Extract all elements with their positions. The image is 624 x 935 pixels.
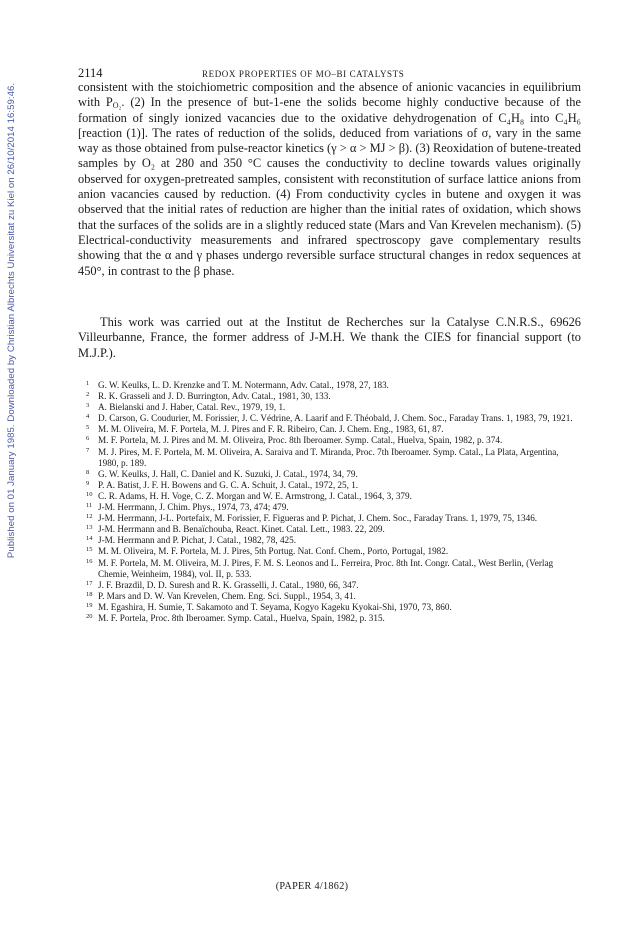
page-number: 2114 — [78, 66, 103, 80]
reference-text: M. M. Oliveira, M. F. Portela, M. J. Pires and F. R. Ribeiro, Can. J. Chem. Eng., 1983, 61, 87. — [98, 424, 444, 435]
reference-item — [86, 558, 574, 580]
reference-text: M. J. Pires, M. F. Portela, M. M. Oliveira, A. Saraiva and T. Miranda, Proc. 7th Iberoamer. Symp. Catal., La Plata, Argentina, 1980, p. 189. — [98, 446, 559, 468]
reference-text: J-M. Herrmann, J. Chim. Phys., 1974, 73, 474; 479. — [98, 502, 289, 513]
reference-number: 12 — [86, 513, 93, 521]
reference-number: 5 — [86, 424, 90, 432]
running-title: REDOX PROPERTIES OF MO–BI CATALYSTS — [202, 69, 405, 79]
reference-text: D. Carson, G. Coudurier, M. Forissier, J. C. Védrine, A. Laarif and F. Théobald, J. Chem. Soc., Faraday Trans. 1, 1983, 79, 1921. — [98, 413, 573, 424]
reference-item — [86, 380, 574, 391]
reference-item — [86, 491, 574, 502]
reference-item — [86, 391, 574, 402]
reference-text: R. K. Grasseli and J. D. Burrington, Adv. Catal., 1981, 30, 133. — [98, 391, 331, 402]
reference-item — [86, 524, 574, 535]
acknowledgement — [78, 315, 581, 361]
reference-number: 3 — [86, 402, 90, 410]
download-watermark — [4, 40, 20, 600]
reference-item — [86, 469, 574, 480]
reference-text: G. W. Keulks, J. Hall, C. Daniel and K. Suzuki, J. Catal., 1974, 34, 79. — [98, 468, 358, 479]
download-note: Published on 01 January 1985. Downloaded by Christian Albrechts Universitat zu Kiel on 26/10/2014 16:59:46. — [6, 82, 18, 558]
acknowledgement-text: This work was carried out at the Institut de Recherches sur la Catalyse C.N.R.S., 69626 Villeurbanne, France, the former address of J-M.H. We thank the CIES for financial support (to M.J.P.). — [78, 315, 581, 360]
reference-text: M. F. Portela, M. M. Oliveira, M. J. Pires, F. M. S. Leonos and L. Ferreira, Proc. 8th Int. Congr. Catal., West Berlin, (Verlag Chemie, Weinheim, 1984), vol. II, p. 533. — [98, 557, 554, 579]
reference-item — [86, 480, 574, 491]
reference-item — [86, 413, 574, 424]
reference-text: P. A. Batist, J. F. H. Bowens and G. C. A. Schuit, J. Catal., 1972, 25, 1. — [98, 479, 359, 490]
reference-number: 7 — [86, 446, 90, 454]
reference-text: J-M. Herrmann, J-L. Portefaix, M. Forissier, F. Figueras and P. Pichat, J. Chem. Soc., Faraday Trans. 1, 1979, 75, 1346. — [98, 513, 538, 524]
reference-text: J-M. Herrmann and B. Benaïchouba, React. Kinet. Catal. Lett., 1983. 22, 209. — [98, 524, 385, 535]
reference-item — [86, 502, 574, 513]
reference-item — [86, 513, 574, 524]
reference-item — [86, 546, 574, 557]
body-subscript: O₂ — [112, 101, 122, 111]
reference-text: G. W. Keulks, L. D. Krenzke and T. M. Notermann, Adv. Catal., 1978, 27, 183. — [98, 380, 389, 390]
reference-number: 20 — [86, 612, 93, 620]
reference-number: 10 — [86, 490, 93, 498]
reference-number: 17 — [86, 579, 93, 587]
reference-number: 15 — [86, 546, 93, 554]
reference-text: M. Egashira, H. Sumie, T. Sakamoto and T. Seyama, Kogyo Kageku Kyokai-Shi, 1970, 73, 860. — [98, 601, 452, 612]
paper-code: (PAPER 4/1862) — [275, 881, 349, 892]
reference-number: 1 — [86, 380, 90, 387]
reference-number: 14 — [86, 535, 93, 543]
reference-list — [86, 380, 574, 624]
reference-item — [86, 435, 574, 446]
reference-number: 8 — [86, 468, 90, 476]
body-text-2: . (2) In the presence of but-1-ene the solids become highly conductive because of the formation of singly ionized vacancies due to the oxidative dehydrogenation of C₄H₈ into C₄H₆ [reaction (1)]. The rates of reduction of the solids, deduced from variations of σ, vary in the same way as those obtained from pulse-reactor kinetics (γ > α > MJ > β). (3) Reoxidation of butene-treated samples by O₂ at 280 and 350 °C causes the conductivity to decline towards values originally observed for oxygen-pretreated samples, consistent with reconstitution of surface lattice anions from anion vacancies caused by reduction. (4) From conductivity cycles in butene and oxygen it was observed that the initial rates of reduction are higher than the initial rates of oxidation, which shows that the surfaces of the solids are in a slightly reduced state (Mars and Van Krevelen mechanism). (5) Electrical-conductivity measurements and infrared spectroscopy gave complementary results showing that the α and γ phases undergo reversible surface structural changes in redox sequences at 450°, in contrast to the β phase. — [78, 95, 581, 278]
reference-number: 4 — [86, 413, 90, 421]
reference-number: 18 — [86, 590, 93, 598]
reference-number: 9 — [86, 479, 90, 487]
reference-number: 6 — [86, 435, 90, 443]
reference-number: 13 — [86, 524, 93, 532]
reference-item — [86, 580, 574, 591]
reference-text: J-M. Herrmann and P. Pichat, J. Catal., 1982, 78, 425. — [98, 535, 297, 546]
reference-text: M. F. Portela, M. J. Pires and M. M. Oliveira, Proc. 8th Iberoamer. Symp. Catal., Huelva, Spain, 1982, p. 374. — [98, 435, 503, 446]
reference-text: C. R. Adams, H. H. Voge, C. Z. Morgan and W. E. Armstrong, J. Catal., 1964, 3, 379. — [98, 490, 412, 501]
reference-item — [86, 402, 574, 413]
reference-item — [86, 591, 574, 602]
conclusions-paragraph — [78, 80, 581, 279]
reference-text: J. F. Brazdil, D. D. Suresh and R. K. Grasselli, J. Catal., 1980, 66, 347. — [98, 579, 359, 590]
body-text-1: consistent with the stoichiometric composition and the absence of anionic vacancies in equilibrium with P — [78, 80, 581, 110]
reference-text: M. M. Oliveira, M. F. Portela, M. J. Pires, 5th Portug. Nat. Conf. Chem., Porto, Portugal, 1982. — [98, 546, 449, 557]
reference-text: P. Mars and D. W. Van Krevelen, Chem. Eng. Sci. Suppl., 1954, 3, 41. — [98, 590, 356, 601]
reference-item — [86, 613, 574, 624]
reference-number: 16 — [86, 557, 93, 565]
reference-number: 19 — [86, 601, 93, 609]
reference-text: M. F. Portela, Proc. 8th Iberoamer. Symp. Catal., Huelva, Spain, 1982, p. 315. — [98, 612, 385, 623]
reference-item — [86, 535, 574, 546]
reference-number: 2 — [86, 391, 90, 399]
reference-number: 11 — [86, 502, 93, 510]
reference-item — [86, 447, 574, 469]
reference-text: A. Bielanski and J. Haber, Catal. Rev., 1979, 19, 1. — [98, 402, 286, 413]
reference-item — [86, 424, 574, 435]
reference-item — [86, 602, 574, 613]
